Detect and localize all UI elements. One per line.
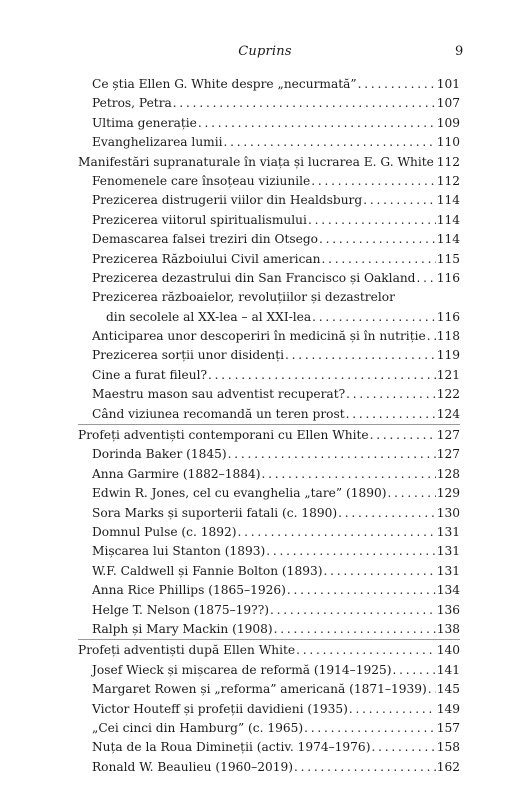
entry-title: Demascarea falsei treziri din Otsego (92, 232, 319, 247)
entry-title: Dorinda Baker (1845) (92, 447, 227, 462)
dot-leader (427, 327, 436, 346)
running-title: Cuprins (238, 44, 292, 59)
dot-leader (371, 738, 435, 757)
dot-leader (435, 153, 436, 172)
toc-subentry[interactable] (78, 230, 460, 249)
toc-subentry[interactable] (78, 172, 460, 191)
entry-title: Domnul Pulse (c. 1892) (92, 524, 237, 539)
toc-subentry[interactable] (78, 327, 460, 346)
toc-subentry[interactable] (78, 445, 460, 464)
entry-page-number: 141 (436, 662, 460, 677)
entry-title: Ultima generație (92, 115, 197, 130)
toc-section (78, 425, 460, 640)
dot-leader (346, 405, 436, 424)
dot-leader (428, 680, 436, 699)
dot-leader (312, 308, 436, 327)
entry-title: Edwin R. Jones, cel cu evanghelia „tare” (1890) (92, 486, 387, 501)
entry-title: Prezicerea distrugerii viilor din Healdsburg (92, 193, 363, 208)
toc-subentry-continuation[interactable] (78, 308, 460, 327)
entry-title: Evanghelizarea lumii (92, 135, 223, 150)
dot-leader (270, 601, 436, 620)
entry-page-number: 129 (436, 486, 460, 501)
entry-page-number: 124 (436, 406, 460, 421)
entry-page-number: 114 (436, 232, 460, 247)
dot-leader (287, 581, 436, 600)
toc-subentry[interactable] (78, 465, 460, 484)
toc-subentry[interactable] (78, 346, 460, 365)
entry-page-number: 110 (436, 135, 460, 150)
entry-page-number: 119 (436, 348, 460, 363)
dot-leader (311, 172, 435, 191)
toc-subentry[interactable] (78, 661, 460, 680)
entry-page-number: 114 (436, 212, 460, 227)
toc-subentry[interactable] (78, 250, 460, 269)
entry-page-number: 101 (436, 77, 460, 91)
dot-leader (322, 250, 436, 269)
toc-subentry[interactable] (78, 719, 460, 738)
toc-subentry[interactable] (78, 114, 460, 133)
entry-page-number: 149 (436, 701, 460, 716)
dot-leader (338, 504, 436, 523)
table-of-contents (0, 75, 530, 777)
entry-page-number: 121 (436, 367, 460, 382)
entry-page-number: 131 (436, 563, 460, 578)
entry-title: Victor Houteff și profeții davidieni (1935) (92, 701, 348, 716)
entry-page-number: 136 (436, 602, 460, 617)
entry-title: Prezicerea Războiului Civil american (92, 251, 321, 266)
dot-leader (319, 230, 436, 249)
entry-page-number: 109 (436, 115, 460, 130)
entry-title: Ce știa Ellen G. White despre „necurmată” (92, 77, 357, 91)
entry-page-number: 127 (436, 428, 460, 443)
toc-subentry[interactable] (78, 366, 460, 385)
entry-page-number: 128 (436, 466, 460, 481)
toc-chapter-entry[interactable] (78, 426, 460, 445)
entry-title: Cine a furat fileul? (92, 367, 208, 382)
toc-subentry[interactable] (78, 758, 460, 777)
dot-leader (346, 385, 436, 404)
toc-subentry[interactable] (78, 133, 460, 152)
entry-title: Ronald W. Beaulieu (1960–2019) (92, 759, 293, 774)
entry-page-number: 131 (436, 524, 460, 539)
entry-page-number: 122 (436, 387, 460, 402)
toc-subentry[interactable] (78, 504, 460, 523)
entry-title: Anticiparea unor descoperiri în medicină și în nutriție (92, 329, 426, 344)
dot-leader (349, 700, 436, 719)
entry-title: Anna Garmire (1882–1884) (92, 466, 261, 481)
entry-title: Prezicerea războaielor, revoluțiilor și dezastrelor (92, 290, 395, 305)
toc-subentry[interactable] (78, 75, 460, 94)
entry-title: Prezicerea sorții unor disidenți (92, 348, 285, 363)
toc-subentry[interactable] (78, 191, 460, 210)
dot-leader (387, 484, 435, 503)
entry-title: Helge T. Nelson (1875–19??) (92, 602, 269, 617)
toc-subentry[interactable] (78, 581, 460, 600)
toc-subentry[interactable] (78, 405, 460, 424)
entry-title: Prezicerea dezastrului din San Francisco și Oakland (92, 270, 416, 285)
entry-page-number: 145 (436, 682, 460, 697)
entry-title: Fenomenele care însoțeau viziunile (92, 173, 311, 188)
dot-leader (266, 542, 435, 561)
entry-title: Nuța de la Roua Dimineții (activ. 1974–1976) (92, 740, 371, 755)
dot-leader (308, 211, 436, 230)
entry-title: Anna Rice Phillips (1865–1926) (92, 583, 286, 598)
entry-page-number: 116 (436, 309, 460, 324)
entry-page-number: 134 (436, 583, 460, 598)
page-number: 9 (455, 44, 464, 59)
toc-section (78, 75, 460, 425)
toc-subentry[interactable] (78, 542, 460, 561)
toc-subentry[interactable] (78, 269, 460, 288)
dot-leader (323, 562, 435, 581)
entry-page-number: 138 (436, 621, 460, 636)
dot-leader (198, 114, 436, 133)
page-header (0, 44, 530, 64)
toc-subentry[interactable] (78, 601, 460, 620)
dot-leader (208, 366, 436, 385)
entry-page-number: 131 (436, 544, 460, 559)
dot-leader (370, 426, 436, 445)
entry-title: Profeți adventiști contemporani cu Ellen White (78, 428, 369, 443)
entry-title: Mișcarea lui Stanton (1893) (92, 544, 266, 559)
dot-leader (173, 94, 436, 113)
entry-page-number: 158 (436, 740, 460, 755)
entry-title: Josef Wieck și mișcarea de reformă (1914–1925) (92, 662, 392, 677)
entry-page-number: 114 (436, 193, 460, 208)
toc-subentry[interactable] (78, 620, 460, 639)
toc-subentry[interactable] (78, 385, 460, 404)
dot-leader (416, 269, 435, 288)
dot-leader (393, 661, 436, 680)
dot-leader (363, 191, 436, 210)
entry-page-number: 140 (436, 643, 460, 658)
dot-leader (358, 75, 436, 94)
entry-title: „Cei cinci din Hamburg” (c. 1965) (92, 720, 304, 735)
entry-title: Margaret Rowen și „reforma” americană (1871–1939) (92, 682, 427, 697)
dot-leader (296, 641, 436, 660)
toc-chapter-entry[interactable] (78, 641, 460, 660)
toc-subentry[interactable] (78, 94, 460, 113)
dot-leader (228, 445, 436, 464)
entry-page-number: 127 (436, 447, 460, 462)
dot-leader (261, 465, 435, 484)
entry-title: Profeți adventiști după Ellen White (78, 643, 296, 658)
toc-subentry[interactable] (78, 680, 460, 699)
dot-leader (294, 758, 436, 777)
entry-title: Prezicerea viitorul spiritualismului (92, 212, 307, 227)
toc-chapter-entry[interactable] (78, 153, 460, 172)
dot-leader (304, 719, 436, 738)
entry-page-number: 112 (436, 173, 460, 188)
entry-title: Manifestări supranaturale în viața și lucrarea E. G. White (78, 154, 434, 169)
entry-page-number: 118 (436, 329, 460, 344)
entry-title: Sora Marks și suporterii fatali (c. 1890) (92, 505, 338, 520)
entry-title: W.F. Caldwell și Fannie Bolton (1893) (92, 563, 323, 578)
dot-leader (274, 620, 436, 639)
entry-title: Când viziunea recomandă un teren prost (92, 406, 345, 421)
toc-subentry[interactable] (78, 700, 460, 719)
entry-page-number: 112 (436, 154, 460, 169)
entry-page-number: 115 (436, 251, 460, 266)
entry-page-number: 157 (436, 720, 460, 735)
entry-title: Maestru mason sau adventist recuperat? (92, 387, 346, 402)
entry-title: Petros, Petra (92, 96, 172, 111)
toc-subentry[interactable] (78, 484, 460, 503)
entry-page-number: 116 (436, 270, 460, 285)
toc-subentry[interactable] (78, 523, 460, 542)
entry-page-number: 162 (436, 759, 460, 774)
toc-subentry[interactable] (78, 211, 460, 230)
dot-leader (238, 523, 436, 542)
entry-title-continuation: din secolele al XX-lea – al XXI-lea (106, 309, 312, 324)
entry-title: Ralph și Mary Mackin (1908) (92, 621, 273, 636)
toc-section (78, 640, 460, 777)
toc-subentry[interactable] (78, 562, 460, 581)
dot-leader (285, 346, 436, 365)
entry-page-number: 130 (436, 505, 460, 520)
toc-subentry[interactable] (78, 288, 460, 307)
dot-leader (224, 133, 436, 152)
toc-subentry[interactable] (78, 738, 460, 757)
entry-page-number: 107 (436, 96, 460, 111)
